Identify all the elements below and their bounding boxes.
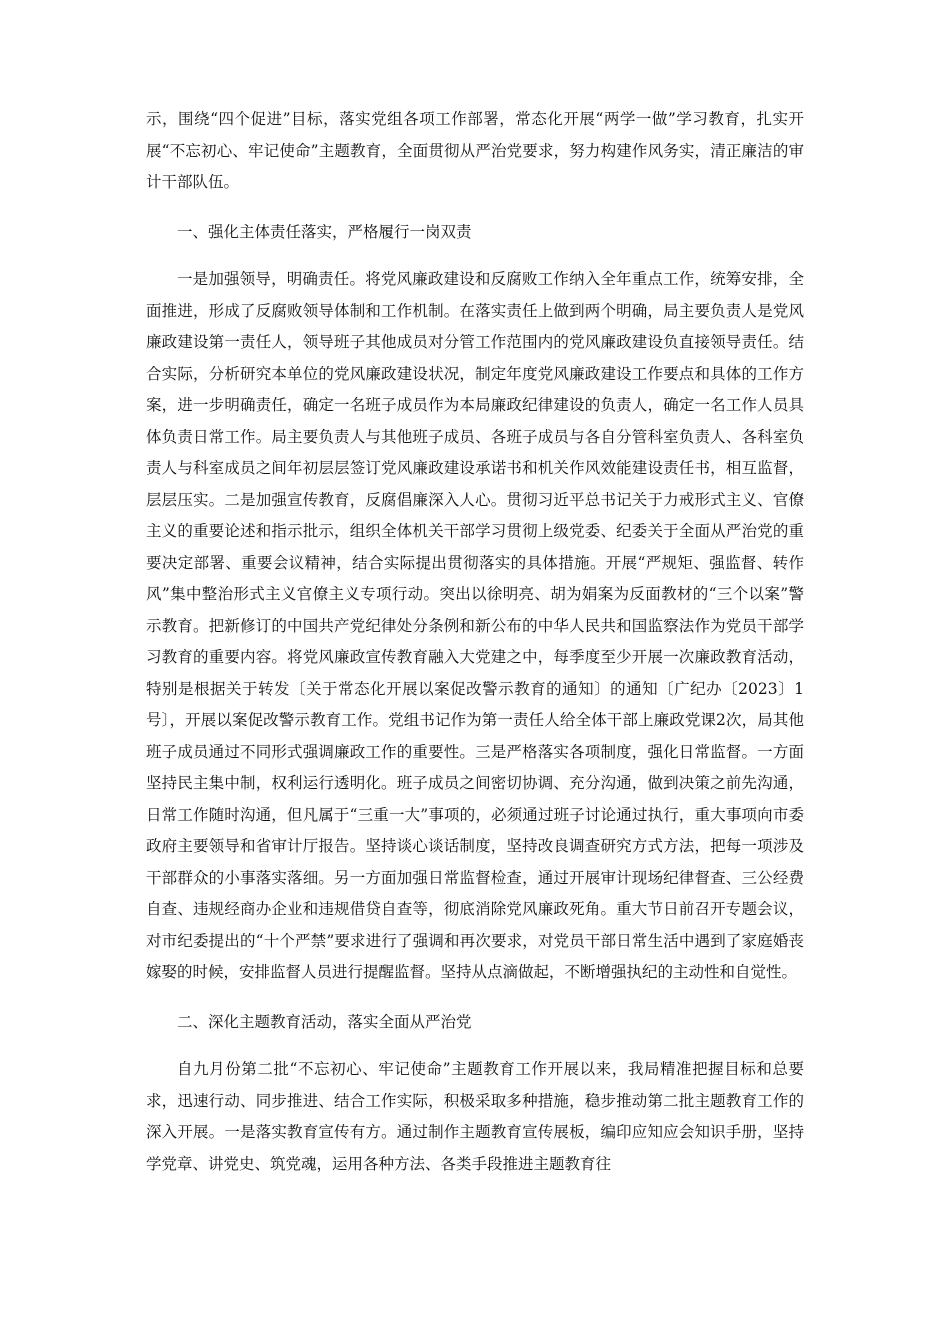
paragraph-section-2-body: 自九月份第二批“不忘初心、牢记使命”主题教育工作开展以来，我局精准把握目标和总要求，迅速行动、同步推进、结合工作实际，积极采取多种措施，稳步推动第二批主题教育工作的深入开展。一是落实教育宣传有方。通过制作主题教育宣传展板，编印应知应会知识手册，坚持学党章、讲党史、筑党魂，运用各种方法、各类手段推进主题教育往 — [146, 1060, 804, 1173]
paragraph-section-1-body: 一是加强领导，明确责任。将党风廉政建设和反腐败工作纳入全年重点工作，统筹安排，全面推进，形成了反腐败领导体制和工作机制。在落实责任上做到两个明确，局主要负责人是党风廉政建设第一责任人，领导班子其他成员对分管工作范围内的党风廉政建设负直接领导责任。结合实际，分析研究本单位的党风廉政建设状况，制定年度党风廉政建设工作要点和具体的工作方案，进一步明确责任，确定一名班子成员作为本局廉政纪律建设的负责人，确定一名工作人员具体负责日常工作。局主要负责人与其他班子成员、各班子成员与各自分管科室负责人、各科室负责人与科室成员之间年初层层签订党风廉政建设承诺书和机关作风效能建设责任书，相互监督，层层压实。二是加强宣传教育，反腐倡廉深入人心。贯彻习近平总书记关于力戒形式主义、官僚主义的重要论述和指示批示，组织全体机关干部学习贯彻上级党委、纪委关于全面从严治党的重要决定部署、重要会议精神，结合实际提出贯彻落实的具体措施。开展“严规矩、强监督、转作风”集中整治形式主义官僚主义专项行动。突出以徐明亮、胡为娟案为反面教材的“三个以案”警示教育。把新修订的中国共产党纪律处分条例和新公布的中华人民共和国监察法作为党员干部学习教育的重要内容。将党风廉政宣传教育融入大党建之中，每季度至少开展一次廉政教育活动，特别是根据关于转发〔关于常态化开展以案促改警示教育的通知〕的通知〔广纪办〔2023〕1号〕，开展以案促改警示教育工作。党组书记作为第一责任人给全体干部上廉政党课2次，局其他班子成员通过不同形式强调廉政工作的重要性。三是严格落实各项制度，强化日常监督。一方面坚持民主集中制，权利运行透明化。班子成员之间密切协调、充分沟通，做到决策之前先沟通，日常工作随时沟通，但凡属于“三重一大”事项的，必须通过班子讨论通过执行，重大事项向市委政府主要领导和省审计厅报告。坚持谈心谈话制度，坚持改良调查研究方式方法，把每一项涉及干部群众的小事落实落细。另一方面加强日常监督检查，通过开展审计现场纪律督查、三公经费自查、违规经商办企业和违规借贷自查等，彻底消除党风廉政死角。重大节日前召开专题会议，对市纪委提出的“十个严禁”要求进行了强调和再次要求，对党员干部日常生活中遇到了家庭婚丧嫁娶的时候，安排监督人员进行提醒监督。坚持从点滴做起，不断增强执纪的主动性和自觉性。 — [146, 270, 804, 981]
section-heading-2: 二、深化主题教育活动，落实全面从严治党 — [177, 1012, 472, 1031]
section-heading-1: 一、强化主体责任落实，严格履行一岗双责 — [177, 222, 472, 241]
paragraph-intro-continued: 示，围绕“四个促进”目标，落实党组各项工作部署，常态化开展“两学一做”学习教育，扎实开展“不忘初心、牢记使命”主题教育，全面贯彻从严治党要求，努力构建作风务实，清正廉洁的审计干部队伍。 — [146, 110, 804, 191]
document-page — [146, 104, 804, 1198]
